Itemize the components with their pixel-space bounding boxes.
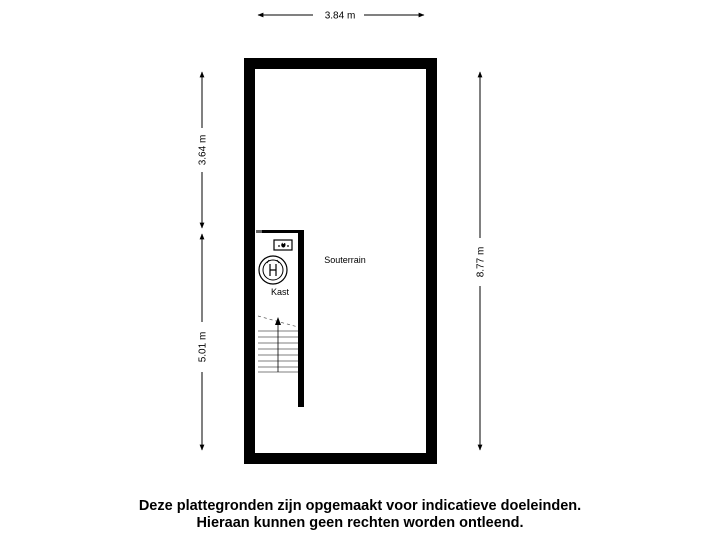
flame-icon (274, 240, 292, 250)
dimension-top-label: 3.84 m (324, 10, 356, 22)
dimension-right-label: 8.77 m (475, 246, 487, 278)
room-label-souterrain: Souterrain (324, 255, 366, 265)
closet-walls (256, 230, 304, 407)
dimension-left-upper (198, 72, 209, 228)
disclaimer-line-2: Hieraan kunnen geen rechten worden ontleend. (196, 515, 524, 531)
dimension-top (258, 11, 424, 22)
dimension-left-upper-label: 3.64 m (197, 134, 209, 166)
stair-arrow-icon (275, 317, 281, 372)
dimension-left-lower-label: 5.01 m (197, 331, 209, 363)
room-label-kast: Kast (270, 287, 290, 297)
disclaimer-line-1: Deze plattegronden zijn opgemaakt voor indicatieve doeleinden. (138, 498, 582, 514)
dimension-right (476, 72, 487, 450)
dimension-left-lower (198, 234, 209, 450)
boiler-icon (259, 256, 287, 284)
